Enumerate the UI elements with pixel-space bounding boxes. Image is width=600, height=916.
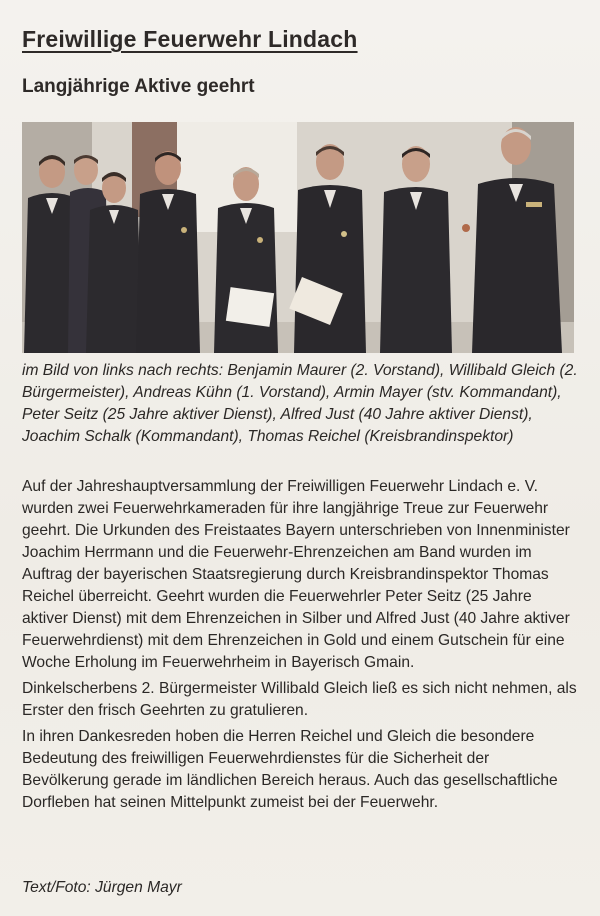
subheadline: Langjährige Aktive geehrt xyxy=(22,76,255,97)
article-paragraph: Auf der Jahreshauptversammlung der Freiwilligen Feuerwehr Lindach e. V. wurden zwei Feuerwehrkameraden für ihre langjährige Treue zur Feuerwehr geehrt. Die Urkunden des Freistaates Bayern unterschrieben von Innenminister Joachim Herrmann und die Feuerwehr-Ehrenzeichen am Band wurden im Auftrag der bayerischen Staatsregierung durch Kreisbrandinspektor Thomas Reichel überreicht. Geehrt wurden die Feuerwehrler Peter Seitz (25 Jahre aktiver Dienst) mit dem Ehrenzeichen in Silber und Alfred Just (40 Jahre aktiver Feuerwehrdienst) mit dem Ehrenzeichen in Gold und einem Gutschein für eine Woche Erholung im Feuerwehrheim in Bayerisch Gmain. xyxy=(22,478,570,671)
group-photo xyxy=(22,122,574,353)
group-photo-illustration xyxy=(22,122,574,353)
photo-credit: Text/Foto: Jürgen Mayr xyxy=(22,879,182,896)
article-paragraph: Dinkelscherbens 2. Bürgermeister Willibald Gleich ließ es sich nicht nehmen, als Erster den frisch Geehrten zu gratulieren. xyxy=(22,680,577,719)
photo-caption: im Bild von links nach rechts: Benjamin Maurer (2. Vorstand), Willibald Gleich (2. Bürgermeister), Andreas Kühn (1. Vorstand), Armin Mayer (stv. Kommandant), Peter Seitz (25 Jahre aktiver Dienst), Alfred Just (40 Jahre aktiver Dienst), Joachim Schalk (Kommandant), Thomas Reichel (Kreisbrandinspektor) xyxy=(22,362,578,445)
article-body xyxy=(22,476,578,818)
article-paragraph: In ihren Dankesreden hoben die Herren Reichel und Gleich die besondere Bedeutung des freiwilligen Feuerwehrdienstes für die Sicherheit der Bevölkerung gerade im ländlichen Bereich heraus. Auch das gesellschaftliche Dorfleben hat seinen Mittelpunkt zumeist bei der Feuerwehr. xyxy=(22,728,558,811)
certificate xyxy=(226,287,274,327)
headline: Freiwillige Feuerwehr Lindach xyxy=(22,26,358,52)
